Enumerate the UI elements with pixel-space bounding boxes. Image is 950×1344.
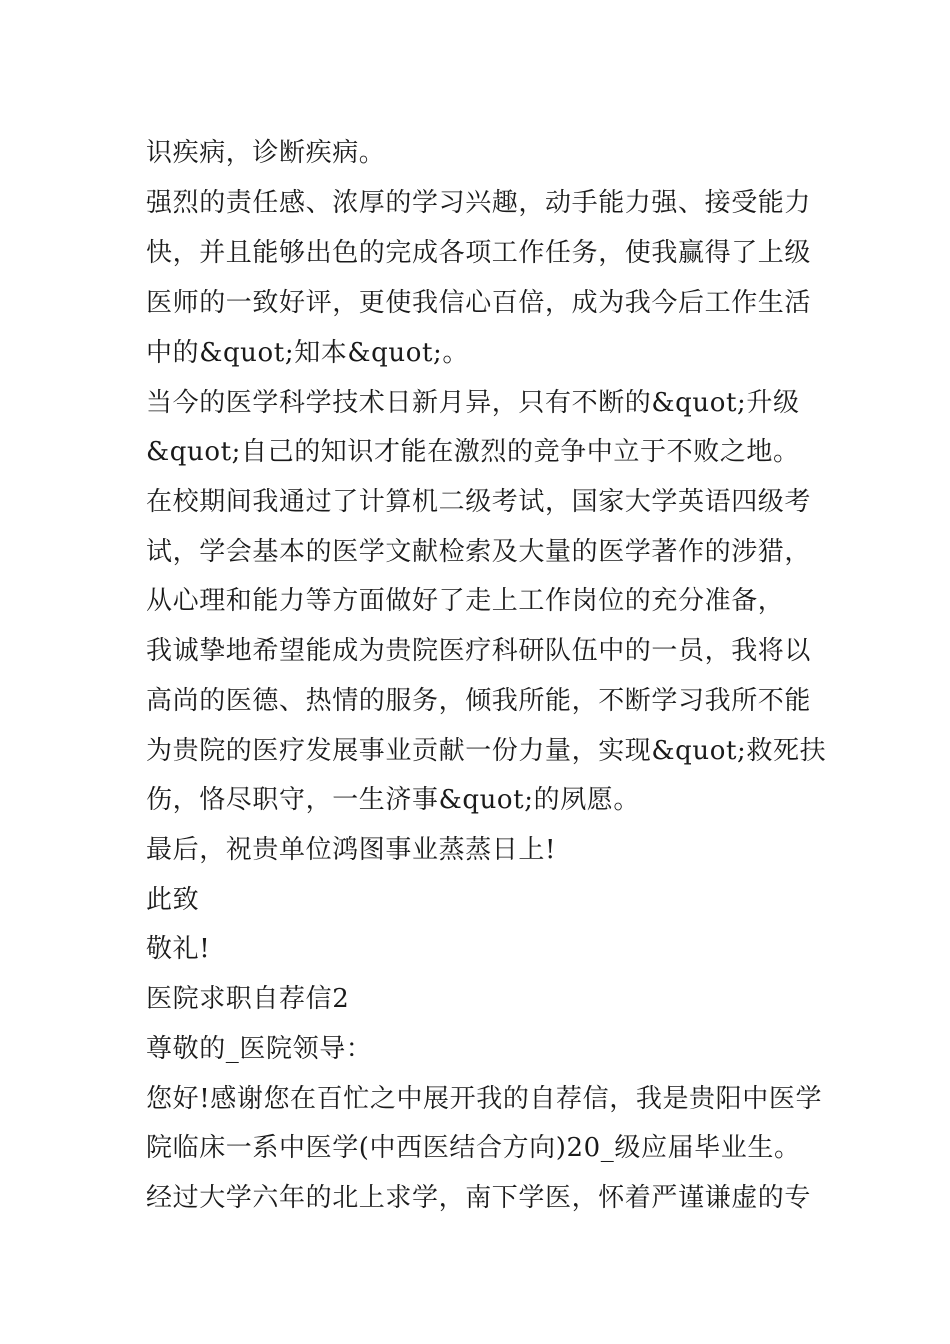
text-line: 中的&quot;知本&quot;。 (146, 338, 469, 368)
text-line: 识疾病，诊断疾病。 (146, 138, 386, 168)
text-line: 尊敬的_医院领导： (146, 1034, 373, 1064)
text-line: 经过大学六年的北上求学，南下学医，怀着严谨谦虚的专 (146, 1183, 812, 1213)
text-line: 我诚挚地希望能成为贵院医疗科研队伍中的一员，我将以 (146, 636, 812, 666)
text-line: 试，学会基本的医学文献检索及大量的医学著作的涉猎， (146, 537, 812, 567)
text-line: &quot;自己的知识才能在激烈的竞争中立于不败之地。 (146, 437, 800, 467)
text-line: 敬礼! (146, 934, 211, 964)
text-line: 高尚的医德、热情的服务，倾我所能，不断学习我所不能 (146, 686, 812, 716)
text-line: 快，并且能够出色的完成各项工作任务，使我赢得了上级 (146, 238, 812, 268)
text-line: 最后，祝贵单位鸿图事业蒸蒸日上! (146, 835, 557, 865)
text-line: 您好!感谢您在百忙之中展开我的自荐信，我是贵阳中医学 (146, 1084, 823, 1114)
text-line: 当今的医学科学技术日新月异，只有不断的&quot;升级 (146, 388, 800, 418)
text-line: 此致 (146, 885, 200, 915)
text-line: 在校期间我通过了计算机二级考试，国家大学英语四级考 (146, 487, 812, 517)
text-line: 强烈的责任感、浓厚的学习兴趣，动手能力强、接受能力 (146, 188, 812, 218)
text-line: 为贵院的医疗发展事业贡献一份力量，实现&quot;救死扶 (146, 736, 827, 766)
text-line: 医师的一致好评，更使我信心百倍，成为我今后工作生活 (146, 288, 812, 318)
text-line: 从心理和能力等方面做好了走上工作岗位的充分准备， (146, 586, 785, 616)
text-line: 院临床一系中医学(中西医结合方向)20_级应届毕业生。 (146, 1133, 801, 1163)
heading-line: 医院求职自荐信2 (146, 984, 350, 1014)
text-line: 伤，恪尽职守，一生济事&quot;的夙愿。 (146, 785, 640, 815)
